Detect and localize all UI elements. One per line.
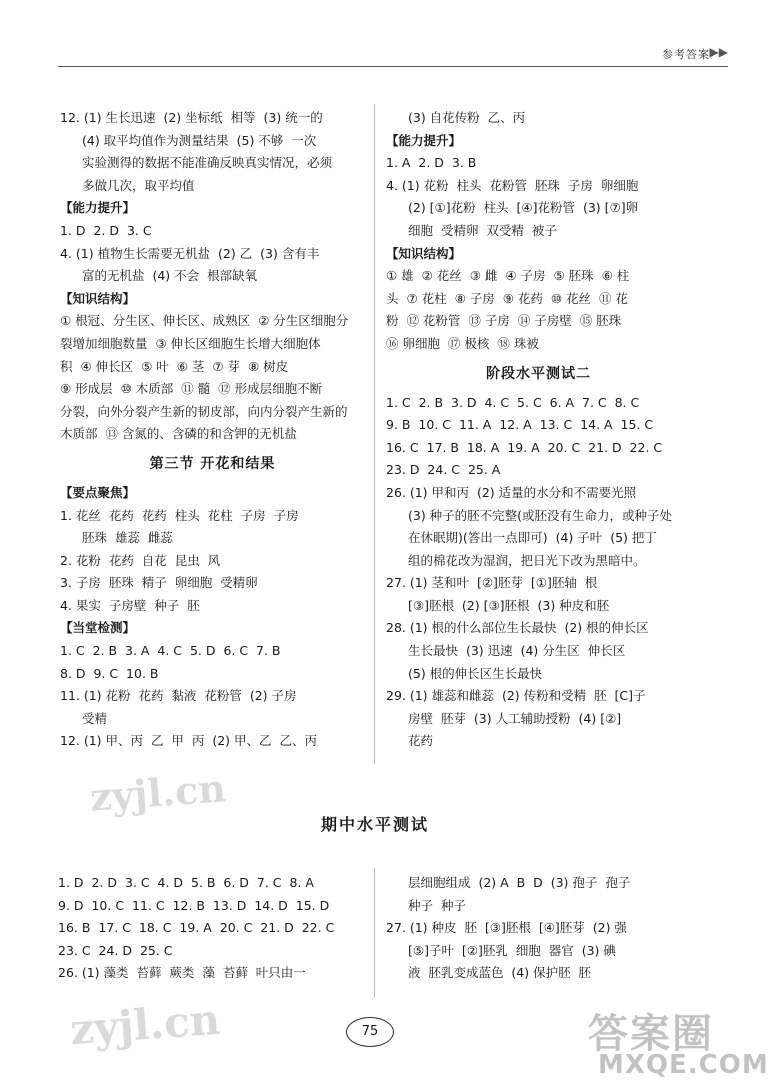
right-column <box>386 107 691 753</box>
answer-line: 富的无机盐 (4) 不会 根部缺氧 <box>82 268 258 284</box>
answer-line: (3) 自花传粉 乙、丙 <box>408 110 526 125</box>
answer-line: 27. (1) 茎和叶 [②]胚芽 [①]胚轴 根 <box>386 575 598 591</box>
answer-line: 1. D 2. D 3. C 4. D 5. B 6. D 7. C 8. A <box>58 875 314 890</box>
answer-line: 1. C 2. B 3. A 4. C 5. D 6. C 7. B <box>60 643 281 659</box>
answer-line: 11. (1) 花粉 花药 黏液 花粉管 (2) 子房 <box>60 688 297 704</box>
answer-line: 层细胞组成 (2) A B D (3) 孢子 孢子 <box>408 875 631 890</box>
answer-line: (2) [①]花粉 柱头 [④]花粉管 (3) [⑦]卵 <box>408 200 639 216</box>
answer-line: 木质部 ⑬ 含氮的、含磷的和含钾的无机盐 <box>60 426 297 442</box>
answer-line: 23. D 24. C 25. A <box>386 462 501 478</box>
answer-line: 1. C 2. B 3. D 4. C 5. C 6. A 7. C 8. C <box>386 394 640 410</box>
left-column <box>60 107 365 753</box>
header-arrow-icon: ▶▶ <box>709 45 728 59</box>
watermark-stamp: 答案圈 <box>588 1011 714 1057</box>
watermark: zyjl.cn <box>68 994 222 1055</box>
answer-line: (5) 根的伸长区生长最快 <box>408 665 543 681</box>
section-heading: 【能力提升】 <box>60 200 136 216</box>
answer-line: 裂增加细胞数量 ③ 伸长区细胞生长增大细胞体 <box>60 335 321 351</box>
answer-line: 分裂，向外分裂产生新的韧皮部，向内分裂产生新的 <box>60 403 348 419</box>
header-tag: 参考答案 <box>662 48 710 61</box>
midterm-right-column <box>386 872 691 985</box>
answer-line: 胚珠 雄蕊 雌蕊 <box>82 530 173 546</box>
answer-line: 4. 果实 子房壁 种子 胚 <box>60 597 200 613</box>
answer-line: (3) 种子的胚不完整(或胚没有生命力，或种子处 <box>408 507 673 523</box>
section-heading: 【知识结构】 <box>60 290 136 306</box>
answer-line: 1. A 2. D 3. B <box>386 155 477 171</box>
answer-line: 16. C 17. B 18. A 19. A 20. C 21. D 22. C <box>386 439 663 455</box>
watermark-stamp-url: MXQE.COM <box>598 1050 769 1080</box>
answer-line: 组的棉花改为湿润，把日光下改为黑暗中。 <box>408 552 646 568</box>
answer-line: 9. B 10. C 11. A 12. A 13. C 14. A 15. C <box>386 417 654 433</box>
answer-line: ⑯ 卵细胞 ⑰ 极核 ⑱ 珠被 <box>386 335 539 351</box>
answer-line: 在休眠期)(答出一点即可) (4) 子叶 (5) 把丁 <box>408 530 657 546</box>
answer-line: ① 雄 ② 花丝 ③ 雌 ④ 子房 ⑤ 胚珠 ⑥ 柱 <box>386 268 630 284</box>
section-heading: 【当堂检测】 <box>60 620 136 636</box>
section-title: 第三节 开花和结果 <box>149 455 276 472</box>
page-number: 75 <box>346 1017 394 1047</box>
answer-line: 4. (1) 植物生长需要无机盐 (2) 乙 (3) 含有丰 <box>60 245 320 261</box>
answer-line: 头 ⑦ 花柱 ⑧ 子房 ⑨ 花药 ⑩ 花丝 ⑪ 花 <box>386 290 628 306</box>
answer-line: 26. (1) 藻类 苔藓 蕨类 藻 苔藓 叶只由一 <box>58 965 306 981</box>
answer-line: 1. 花丝 花药 花药 柱头 花柱 子房 子房 <box>60 507 299 523</box>
answer-line: 16. B 17. C 18. C 19. A 20. C 21. D 22. C <box>58 920 335 936</box>
section-heading: 【能力提升】 <box>386 132 462 148</box>
answer-line: 房壁 胚芽 (3) 人工辅助授粉 (4) [②] <box>408 710 622 726</box>
answer-line: 粉 ⑫ 花粉管 ⑬ 子房 ⑭ 子房壁 ⑮ 胚珠 <box>386 313 622 329</box>
answer-line: 2. 花粉 花药 自花 昆虫 风 <box>60 552 221 568</box>
answer-line: (4) 取平均值作为测量结果 (5) 不够 一次 <box>82 132 317 148</box>
section-heading: 【要点聚焦】 <box>60 484 136 500</box>
answer-line: 23. C 24. D 25. C <box>58 942 173 958</box>
midterm-left-column <box>58 872 366 985</box>
section-title: 阶段水平测试二 <box>486 365 591 382</box>
answer-line: 积 ④ 伸长区 ⑤ 叶 ⑥ 茎 ⑦ 芽 ⑧ 树皮 <box>60 358 289 374</box>
answer-line: 生长最快 (3) 迅速 (4) 分生区 伸长区 <box>408 643 626 659</box>
answer-line: 花药 <box>408 733 434 749</box>
answer-line: [⑤]子叶 [②]胚乳 细胞 器官 (3) 碘 <box>408 942 616 958</box>
section-heading: 【知识结构】 <box>386 245 462 261</box>
answer-line: 液 胚乳变成蓝色 (4) 保护胚 胚 <box>408 965 592 981</box>
answer-line: 12. (1) 甲、丙 乙 甲 丙 (2) 甲、乙 乙、丙 <box>60 733 317 749</box>
answer-line: 多做几次，取平均值 <box>82 177 195 193</box>
midterm-title: 期中水平测试 <box>320 815 429 834</box>
column-divider <box>374 104 375 764</box>
answer-line: 12. (1) 生长迅速 (2) 坐标纸 相等 (3) 统一的 <box>60 110 323 125</box>
answer-line: 28. (1) 根的什么部位生长最快 (2) 根的伸长区 <box>386 620 649 636</box>
answer-line: 27. (1) 种皮 胚 [③]胚根 [④]胚芽 (2) 强 <box>386 920 627 936</box>
answer-line: 3. 子房 胚珠 精子 卵细胞 受精卵 <box>60 575 258 591</box>
header-rule <box>58 66 728 67</box>
answer-line: 种子 种子 <box>408 897 466 913</box>
answer-line: [③]胚根 (2) [③]胚根 (3) 种皮和胚 <box>408 597 610 613</box>
answer-line: ⑨ 形成层 ⑩ 木质部 ⑪ 髓 ⑫ 形成层细胞不断 <box>60 381 323 397</box>
answer-line: 受精 <box>82 710 108 726</box>
watermark: zyjl.cn <box>88 765 228 820</box>
answer-line: 4. (1) 花粉 柱头 花粉管 胚珠 子房 卵细胞 <box>386 177 639 193</box>
answer-line: ① 根冠、分生区、伸长区、成熟区 ② 分生区细胞分 <box>60 313 349 329</box>
answer-line: 8. D 9. C 10. B <box>60 665 159 681</box>
answer-line: 实验测得的数据不能准确反映真实情况，必须 <box>82 155 333 171</box>
answer-line: 26. (1) 甲和丙 (2) 适量的水分和不需要光照 <box>386 484 637 500</box>
answer-line: 1. D 2. D 3. C <box>60 222 152 238</box>
answer-line: 9. D 10. C 11. C 12. B 13. D 14. D 15. D <box>58 897 330 913</box>
column-divider <box>374 868 375 998</box>
answer-line: 29. (1) 雄蕊和雌蕊 (2) 传粉和受精 胚 [C]子 <box>386 688 646 704</box>
answer-line: 细胞 受精卵 双受精 被子 <box>408 222 557 238</box>
